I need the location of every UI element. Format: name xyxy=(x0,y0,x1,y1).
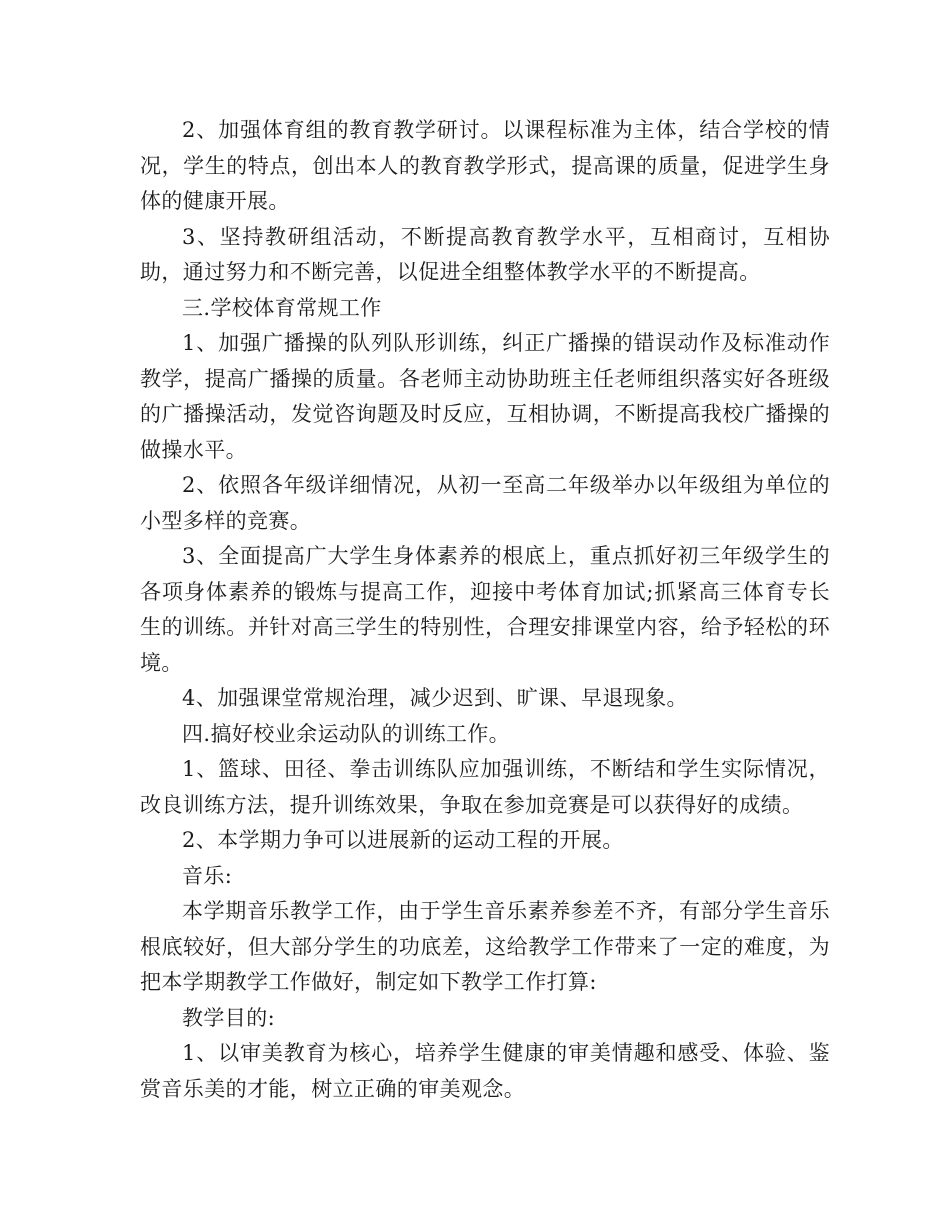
paragraph-team-training: 1、篮球、田径、拳击训练队应加强训练，不断结和学生实际情况，改良训练方法，提升训练效果，争取在参加竞赛是可以获得好的成绩。 xyxy=(140,757,830,817)
paragraph-pe-research: 2、加强体育组的教育教学研讨。以课程标准为主体，结合学校的情况，学生的特点，创出本人的教育教学形式，提高课的质量，促进学生身体的健康开展。 xyxy=(140,118,830,213)
paragraph-classroom-rules: 4、加强课堂常规治理，减少迟到、旷课、早退现象。 xyxy=(182,686,688,710)
paragraph-music-intro: 本学期音乐教学工作，由于学生音乐素养参差不齐，有部分学生音乐根底较好，但大部分学生的功底差，这给教学工作带来了一定的难度，为把本学期教学工作做好，制定如下教学工作打算: xyxy=(140,899,830,994)
paragraph-grade-competitions: 2、依照各年级详细情况，从初一至高二年级举办以年级组为单位的小型多样的竞赛。 xyxy=(140,473,830,533)
paragraph-physical-fitness: 3、全面提高广大学生身体素养的根底上，重点抓好初三年级学生的各项身体素养的锻炼与提高工作，迎接中考体育加试;抓紧高三体育专长生的训练。并针对高三学生的特别性，合理安排课堂内容，给予轻松的环境。 xyxy=(140,544,830,675)
paragraph-broadcast-exercise: 1、加强广播操的队列队形训练，纠正广播操的错误动作及标准动作教学，提高广播操的质量。各老师主动协助班主任老师组织落实好各班级的广播操活动，发觉咨询题及时反应，互相协调，不断提高我校广播操的做操水平。 xyxy=(140,331,830,462)
section-heading-music: 音乐: xyxy=(182,863,233,888)
section-heading-sports-teams: 四.搞好校业余运动队的训练工作。 xyxy=(182,721,511,746)
section-heading-routine-work: 三.学校体育常规工作 xyxy=(182,295,382,320)
paragraph-teaching-group: 3、坚持教研组活动，不断提高教育教学水平，互相商讨，互相协助，通过努力和不断完善，以促进全组整体教学水平的不断提高。 xyxy=(140,224,830,284)
paragraph-aesthetic-education: 1、以审美教育为核心，培养学生健康的审美情趣和感受、体验、鉴赏音乐美的才能，树立正确的审美观念。 xyxy=(140,1041,830,1101)
section-heading-teaching-goals: 教学目的: xyxy=(182,1005,276,1030)
paragraph-new-sports: 2、本学期力争可以进展新的运动工程的开展。 xyxy=(182,828,624,852)
document-body xyxy=(140,113,830,1107)
